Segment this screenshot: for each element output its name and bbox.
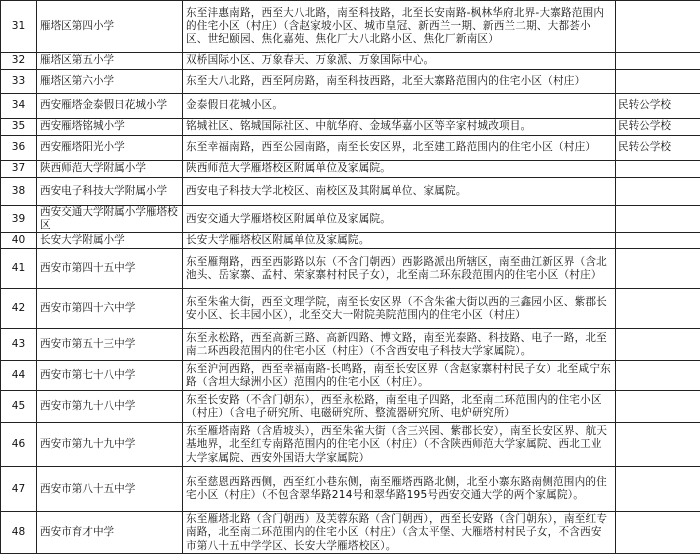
table-row: [1, 249, 700, 289]
school-name: 西安市第七十八中学: [37, 361, 183, 391]
row-number: 32: [1, 53, 37, 70]
school-type: [616, 289, 700, 329]
row-number: 36: [1, 136, 37, 161]
school-type: [616, 361, 700, 391]
row-number: 46: [1, 423, 37, 467]
enrollment-area: 东至慈恩西路西侧，西至红小巷东侧，南至雁塔西路北侧，北至小寨东路南侧范围内的住宅小区（村庄）（不包含翠华路214号和翠华路195号西安交通大学的两个家属院）。: [183, 467, 616, 512]
school-name: 西安市第四十六中学: [37, 289, 183, 329]
enrollment-area: 双桥国际小区、万象春天、万象派、万象国际中心。: [183, 53, 616, 70]
school-name: 西安市第九十八中学: [37, 391, 183, 423]
row-number: 37: [1, 161, 37, 178]
table-row: [1, 1, 700, 53]
school-name: 西安雁塔铭城小学: [37, 119, 183, 136]
school-name: 西安交通大学附属小学雁塔校区: [37, 206, 183, 233]
school-name: 西安雁塔阳光小学: [37, 136, 183, 161]
enrollment-area: 东至雁翔路，西至西影路以东（不含门朝西）西影路派出所辖区，南至曲江新区界（含北池头、岳家寨、孟村、荣家寨村村民子女），北至南二环东段范围内的住宅小区（村庄）: [183, 249, 616, 289]
table-row: [1, 70, 700, 94]
school-type: 民转公学校: [616, 119, 700, 136]
school-type: [616, 329, 700, 361]
table-row: [1, 53, 700, 70]
school-name: 西安雁塔金泰假日花城小学: [37, 94, 183, 119]
enrollment-area: 东至永松路，西至高新三路、高新四路、博文路，南至光泰路、科技路、电子一路，北至南二环西段范围内的住宅小区（村庄）（不含西安电子科技大学家属院）。: [183, 329, 616, 361]
school-type: [616, 70, 700, 94]
enrollment-area: 金泰假日花城小区。: [183, 94, 616, 119]
enrollment-area: 铭城社区、铭城国际社区、中航华府、金域华嘉小区等辛家村城改项目。: [183, 119, 616, 136]
school-name: 雁塔区第四小学: [37, 1, 183, 53]
enrollment-area: 东至沪河西路，西至幸福南路-长鸣路，南至长安区界（含赵家寨村村民子女）北至咸宁东路（含坦大绿洲小区）范围内的住宅小区（村庄）。: [183, 361, 616, 391]
table-row: [1, 512, 700, 554]
row-number: 39: [1, 206, 37, 233]
row-number: 42: [1, 289, 37, 329]
school-type: [616, 1, 700, 53]
school-type: [616, 467, 700, 512]
row-number: 48: [1, 512, 37, 554]
table-row: [1, 178, 700, 206]
row-number: 47: [1, 467, 37, 512]
enrollment-area: 东至大八北路，西至阿房路，南至科技西路，北至大寨路范围内的住宅小区（村庄）: [183, 70, 616, 94]
enrollment-area: 陕西师范大学雁塔校区附属单位及家属院。: [183, 161, 616, 178]
table-row: [1, 161, 700, 178]
school-name: 西安市第四十五中学: [37, 249, 183, 289]
school-name: 西安市第八十五中学: [37, 467, 183, 512]
table-row: [1, 94, 700, 119]
table-row: [1, 467, 700, 512]
table-row: [1, 361, 700, 391]
row-number: 31: [1, 1, 37, 53]
enrollment-area: 东至雁塔北路（含门朝西）及芙蓉东路（含门朝西），西至长安路（含门朝东），南至红专南路，北至南二环范围内的住宅小区（村庄）（含太平堡、大雁塔村村民子女，不含西安市第八十五中学学区、长安大学雁塔校区）。: [183, 512, 616, 554]
school-name: 西安市第五十三中学: [37, 329, 183, 361]
table-row: [1, 289, 700, 329]
table-row: [1, 233, 700, 249]
table-row: [1, 423, 700, 467]
row-number: 40: [1, 233, 37, 249]
table-row: [1, 206, 700, 233]
school-type: 民转公学校: [616, 94, 700, 119]
row-number: 44: [1, 361, 37, 391]
row-number: 34: [1, 94, 37, 119]
school-type: [616, 178, 700, 206]
school-name: 西安市第九十九中学: [37, 423, 183, 467]
school-type: [616, 233, 700, 249]
enrollment-area: 西安电子科技大学北校区、南校区及其附属单位、家属院。: [183, 178, 616, 206]
row-number: 38: [1, 178, 37, 206]
school-name: 长安大学附属小学: [37, 233, 183, 249]
row-number: 45: [1, 391, 37, 423]
school-name: 陕西师范大学附属小学: [37, 161, 183, 178]
school-type: [616, 249, 700, 289]
school-type: 民转公学校: [616, 136, 700, 161]
school-type: [616, 512, 700, 554]
table-row: [1, 391, 700, 423]
school-name: 西安市育才中学: [37, 512, 183, 554]
school-name: 雁塔区第五小学: [37, 53, 183, 70]
school-name: 雁塔区第六小学: [37, 70, 183, 94]
row-number: 43: [1, 329, 37, 361]
row-number: 33: [1, 70, 37, 94]
row-number: 41: [1, 249, 37, 289]
school-type: [616, 206, 700, 233]
enrollment-area: 东至沣惠南路，西至大八北路，南至科技路，北至长安南路-枫林华府北界-大寨路范围内的住宅小区（村庄）（含赵家坡小区、城市皇冠、新西兰一期、新西兰二期、大都荟小区、世纪颐园、焦化嘉苑、焦化厂大八北路小区、焦化厂新南区）: [183, 1, 616, 53]
table-row: [1, 329, 700, 361]
school-type: [616, 161, 700, 178]
row-number: 35: [1, 119, 37, 136]
enrollment-area: 东至长安路（不含门朝东），西至永松路，南至电子四路，北至南二环范围内的住宅小区（村庄）（含电子研究所、电磁研究所、整流器研究所、电炉研究所）: [183, 391, 616, 423]
school-type: [616, 391, 700, 423]
school-type: [616, 423, 700, 467]
enrollment-area: 长安大学雁塔校区附属单位及家属院。: [183, 233, 616, 249]
school-name: 西安电子科技大学附属小学: [37, 178, 183, 206]
enrollment-area: 西安交通大学雁塔校区附属单位及家属院。: [183, 206, 616, 233]
enrollment-area: 东至幸福南路，西至公园南路，南至长安区界，北至建工路范围内的住宅小区（村庄）: [183, 136, 616, 161]
school-type: [616, 53, 700, 70]
table-row: [1, 119, 700, 136]
enrollment-area: 东至雁塔南路（含盾坡头），西至朱雀大街（含三兴园、紫郡长安），南至长安区界、航天基地界，北至红专南路范围内的住宅小区（村庄）（不含陕西师范大学家属院、西北工业大学家属院、西安外国语大学家属院）: [183, 423, 616, 467]
enrollment-area: 东至朱雀大街，西至文理学院，南至长安区界（不含朱雀大街以西的三鑫园小区、紫郡长安小区、长丰园小区），北至交大一附院美院范围内的住宅小区（村庄）: [183, 289, 616, 329]
table-row: [1, 136, 700, 161]
